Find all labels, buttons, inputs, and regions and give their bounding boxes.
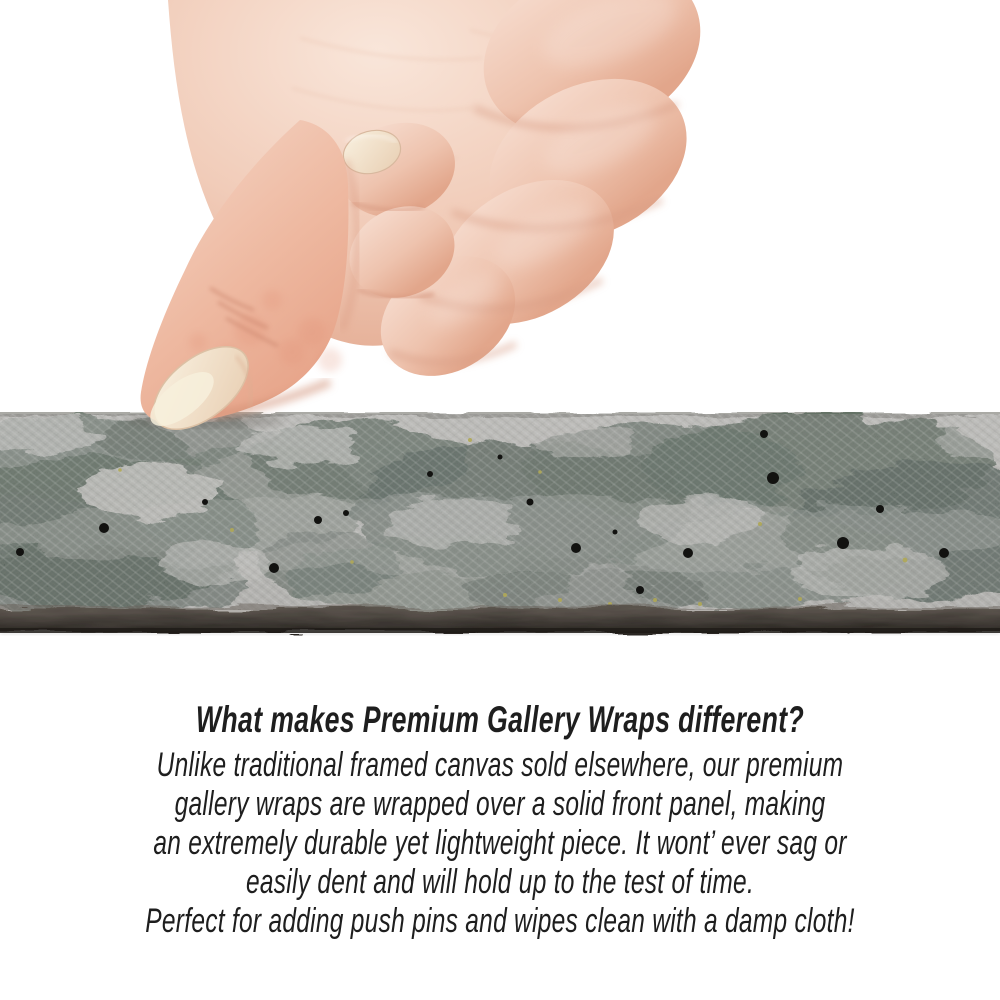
body-line-1: Unlike traditional framed canvas sold elsewhere, our premium xyxy=(156,746,844,784)
hand-pressing-illustration xyxy=(0,0,1000,436)
headline: What makes Premium Gallery Wraps different? xyxy=(195,699,805,740)
panel-edge xyxy=(0,606,1000,635)
thumb-contact-shadow xyxy=(127,414,283,428)
canvas-strip xyxy=(0,412,1000,636)
body-line-3: an extremely durable yet lightweight piece. It wont’ ever sag or xyxy=(153,824,847,862)
index-fingernail xyxy=(339,124,406,180)
tucked-fingertips xyxy=(329,108,470,314)
body-line-2: gallery wraps are wrapped over a solid front panel, making xyxy=(174,785,826,823)
paint-specks xyxy=(118,438,907,606)
thumb xyxy=(139,120,357,436)
canvas-fabric xyxy=(0,412,1000,622)
curled-fingers xyxy=(358,0,726,401)
body-line-4: easily dent and will hold up to the test of time. xyxy=(245,863,755,901)
pin-holes xyxy=(16,430,949,594)
thumb-nail xyxy=(139,330,263,436)
fist xyxy=(168,0,727,401)
body-line-5: Perfect for adding push pins and wipes clean with a damp cloth! xyxy=(145,902,855,940)
caption-block xyxy=(0,697,1000,941)
